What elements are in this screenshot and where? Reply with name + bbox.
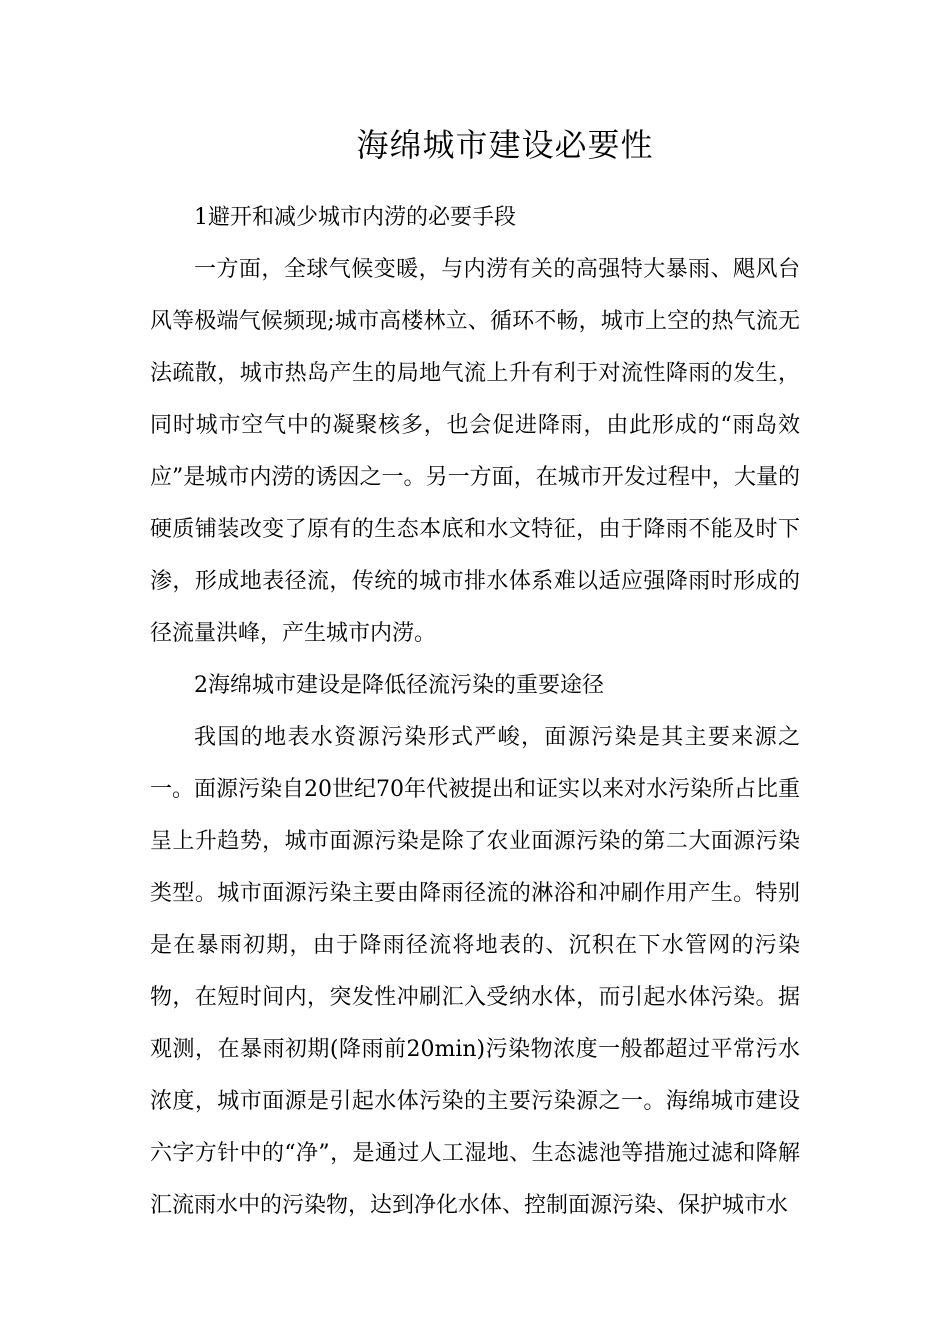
paragraph-2: 我国的地表水资源污染形式严峻，面源污染是其主要来源之一。面源污染自20世纪70年代被提出和证实以来对水污染所占比重呈上升趋势，城市面源污染是除了农业面源污染的第二大面源污染类型。城市面源污染主要由降雨径流的淋浴和冲刷作用产生。特别是在暴雨初期，由于降雨径流将地表的、沉积在下水管网的污染物，在短时间内，突发性冲刷汇入受纳水体，而引起水体污染。据观测，在暴雨初期(降雨前20min)污染物浓度一般都超过平常污水浓度，城市面源是引起水体污染的主要污染源之一。海绵城市建设六字方针中的“净”，是通过人工湿地、生态滤池等措施过滤和降解汇流雨水中的污染物，达到净化水体、控制面源污染、保护城市水 [150, 725, 800, 1218]
document-title: 海绵城市建设必要性 [356, 126, 654, 164]
section-heading-1: 1避开和减少城市内涝的必要手段 [194, 205, 516, 230]
paragraph-1: 一方面，全球气候变暖，与内涝有关的高强特大暴雨、飓风台风等极端气候频现;城市高楼林立、循环不畅，城市上空的热气流无法疏散，城市热岛产生的局地气流上升有利于对流性降雨的发生，同时城市空气中的凝聚核多，也会促进降雨，由此形成的“雨岛效应”是城市内涝的诱因之一。另一方面，在城市开发过程中，大量的硬质铺装改变了原有的生态本底和水文特征，由于降雨不能及时下渗，形成地表径流，传统的城市排水体系难以适应强降雨时形成的径流量洪峰，产生城市内涝。 [150, 257, 800, 646]
document-body [150, 192, 800, 1232]
section-heading-2: 2海绵城市建设是降低径流污染的重要途径 [194, 673, 604, 698]
